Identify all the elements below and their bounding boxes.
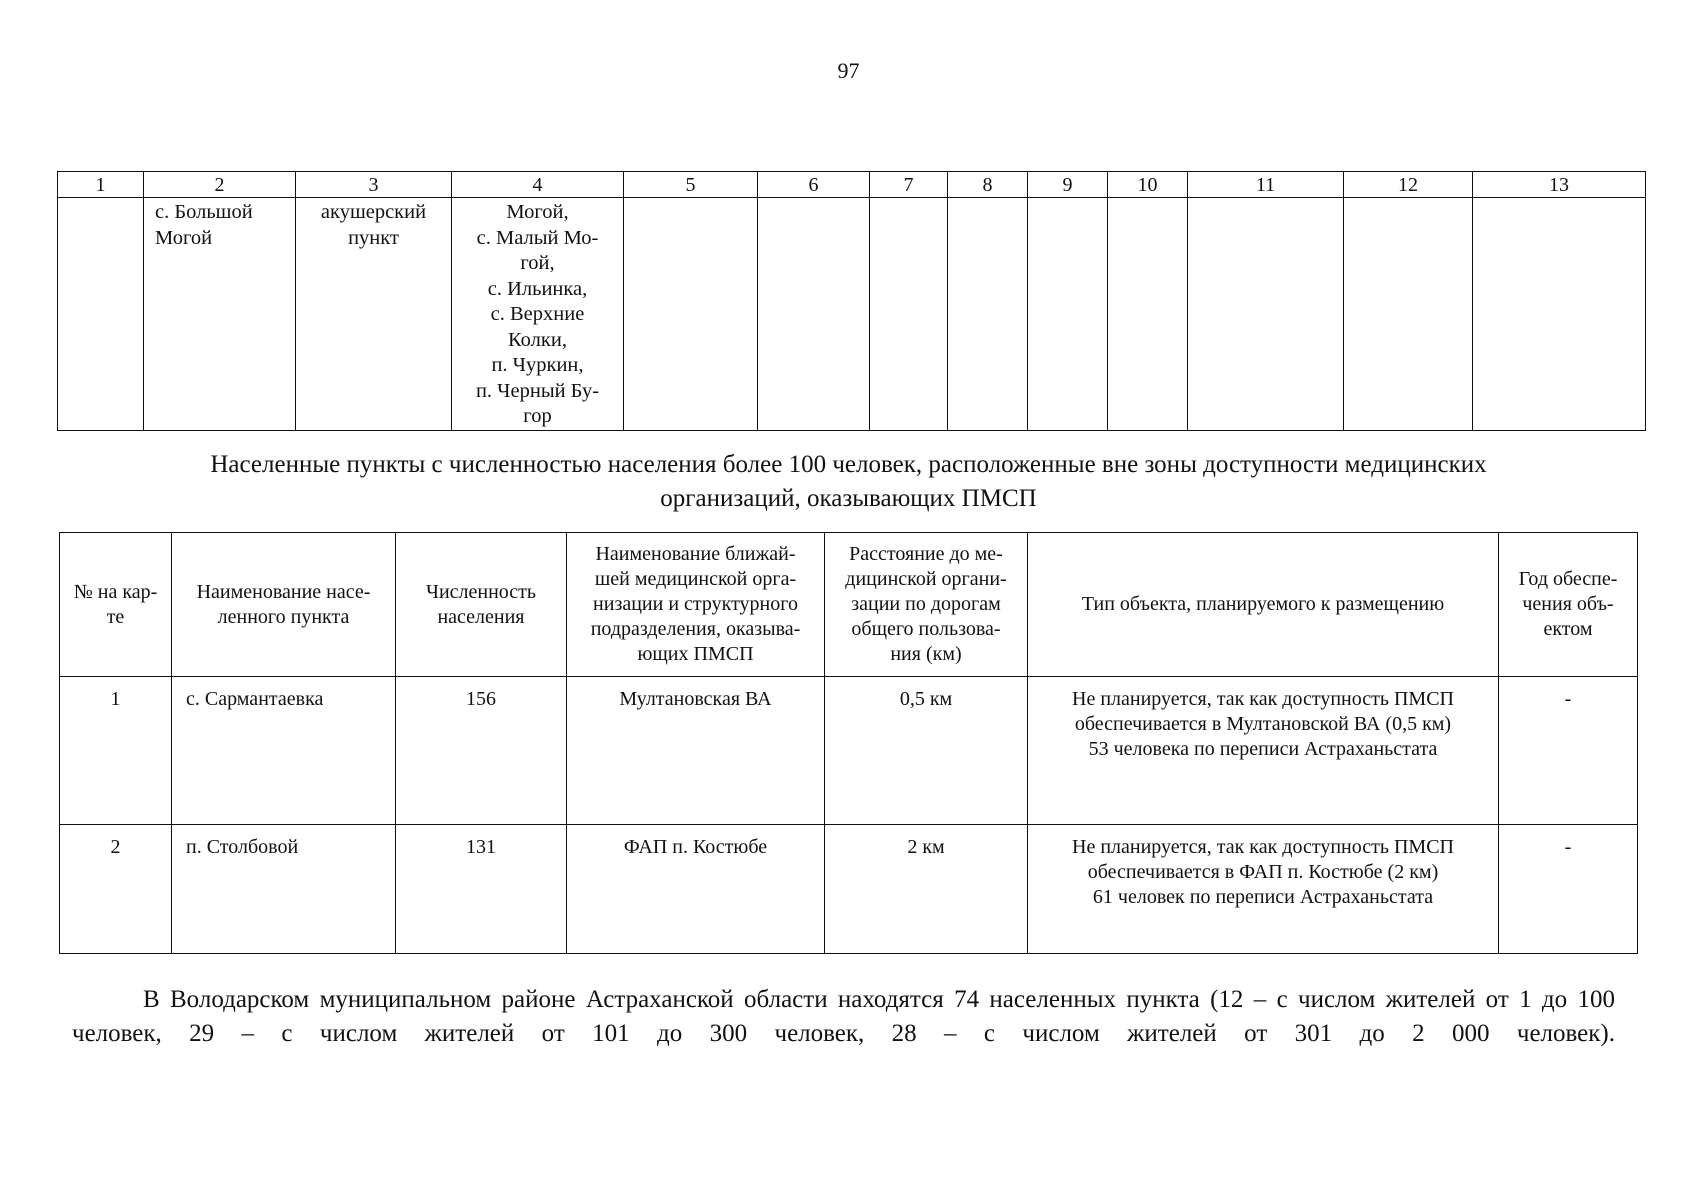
settlements-outside-access-table bbox=[59, 532, 1638, 954]
column-number: 3 bbox=[296, 172, 452, 198]
table-cell-empty bbox=[1344, 198, 1473, 431]
table-cell-empty bbox=[1108, 198, 1188, 431]
cell-settlement-name: п. Столбовой bbox=[172, 825, 396, 954]
table-cell-served-settlements: Могой, с. Малый Мо- гой, с. Ильинка, с. Верхние Колки, п. Чуркин, п. Черный Бу- гор bbox=[452, 198, 624, 431]
cell-nearest-org: Мултановская ВА bbox=[567, 677, 825, 825]
page-number: 97 bbox=[837, 58, 860, 83]
cell-map-number: 2 bbox=[60, 825, 172, 954]
cell-object-type: Не планируется, так как доступность ПМСП обеспечивается в ФАП п. Костюбе (2 км) 61 человек по переписи Астраханьстата bbox=[1028, 825, 1499, 954]
column-number: 10 bbox=[1108, 172, 1188, 198]
column-number-row bbox=[58, 172, 1646, 198]
table-cell-empty bbox=[758, 198, 870, 431]
section-heading: Населенные пункты с численностью населения более 100 человек, расположенные вне зоны доступности медицинских организаций, оказывающих ПМСП bbox=[210, 451, 1487, 512]
table-header-row bbox=[60, 533, 1638, 677]
column-number: 9 bbox=[1028, 172, 1108, 198]
cell-nearest-org: ФАП п. Костюбе bbox=[567, 825, 825, 954]
settlements-table-continued bbox=[57, 171, 1646, 431]
header-object-type: Тип объекта, планируемого к размещению bbox=[1028, 533, 1499, 677]
header-nearest-org: Наименование ближай- шей медицинской орга- низации и структурного подразделения, оказыва- ющих ПМСП bbox=[567, 533, 825, 677]
column-number: 11 bbox=[1188, 172, 1344, 198]
table-row bbox=[60, 825, 1638, 954]
table-cell-number bbox=[58, 198, 144, 431]
cell-population: 156 bbox=[396, 677, 567, 825]
column-number: 2 bbox=[144, 172, 296, 198]
header-settlement-name: Наименование насе- ленного пункта bbox=[172, 533, 396, 677]
column-number: 12 bbox=[1344, 172, 1473, 198]
body-paragraph: В Володарском муниципальном районе Астраханской области находятся 74 населенных пункта (12 – с числом жителей от 1 до 100 человек, 29 – с числом жителей от 101 до 300 человек, 28 – с числом жителей от 301 до 2 000 человек). bbox=[72, 986, 1615, 1047]
cell-year: - bbox=[1499, 825, 1638, 954]
column-number: 13 bbox=[1473, 172, 1646, 198]
table-row bbox=[60, 677, 1638, 825]
table-cell-facility-type: акушерский пункт bbox=[296, 198, 452, 431]
cell-population: 131 bbox=[396, 825, 567, 954]
table-cell-empty bbox=[948, 198, 1028, 431]
table-cell-empty bbox=[624, 198, 758, 431]
header-map-number: № на кар- те bbox=[60, 533, 172, 677]
table-cell-empty bbox=[1473, 198, 1646, 431]
table-cell-empty bbox=[1188, 198, 1344, 431]
header-year: Год обеспе- чения объ- ектом bbox=[1499, 533, 1638, 677]
column-number: 1 bbox=[58, 172, 144, 198]
cell-map-number: 1 bbox=[60, 677, 172, 825]
column-number: 6 bbox=[758, 172, 870, 198]
column-number: 4 bbox=[452, 172, 624, 198]
cell-object-type: Не планируется, так как доступность ПМСП обеспечивается в Мултановской ВА (0,5 км) 53 человека по переписи Астраханьстата bbox=[1028, 677, 1499, 825]
header-population: Численность населения bbox=[396, 533, 567, 677]
table-cell-empty bbox=[1028, 198, 1108, 431]
column-number: 8 bbox=[948, 172, 1028, 198]
cell-settlement-name: с. Сармантаевка bbox=[172, 677, 396, 825]
cell-distance: 2 км bbox=[825, 825, 1028, 954]
cell-distance: 0,5 км bbox=[825, 677, 1028, 825]
header-distance: Расстояние до ме- дицинской органи- зации по дорогам общего пользова- ния (км) bbox=[825, 533, 1028, 677]
cell-year: - bbox=[1499, 677, 1638, 825]
table-row bbox=[58, 198, 1646, 431]
table-cell-settlement: с. Большой Могой bbox=[144, 198, 296, 431]
table-cell-empty bbox=[870, 198, 948, 431]
column-number: 7 bbox=[870, 172, 948, 198]
column-number: 5 bbox=[624, 172, 758, 198]
